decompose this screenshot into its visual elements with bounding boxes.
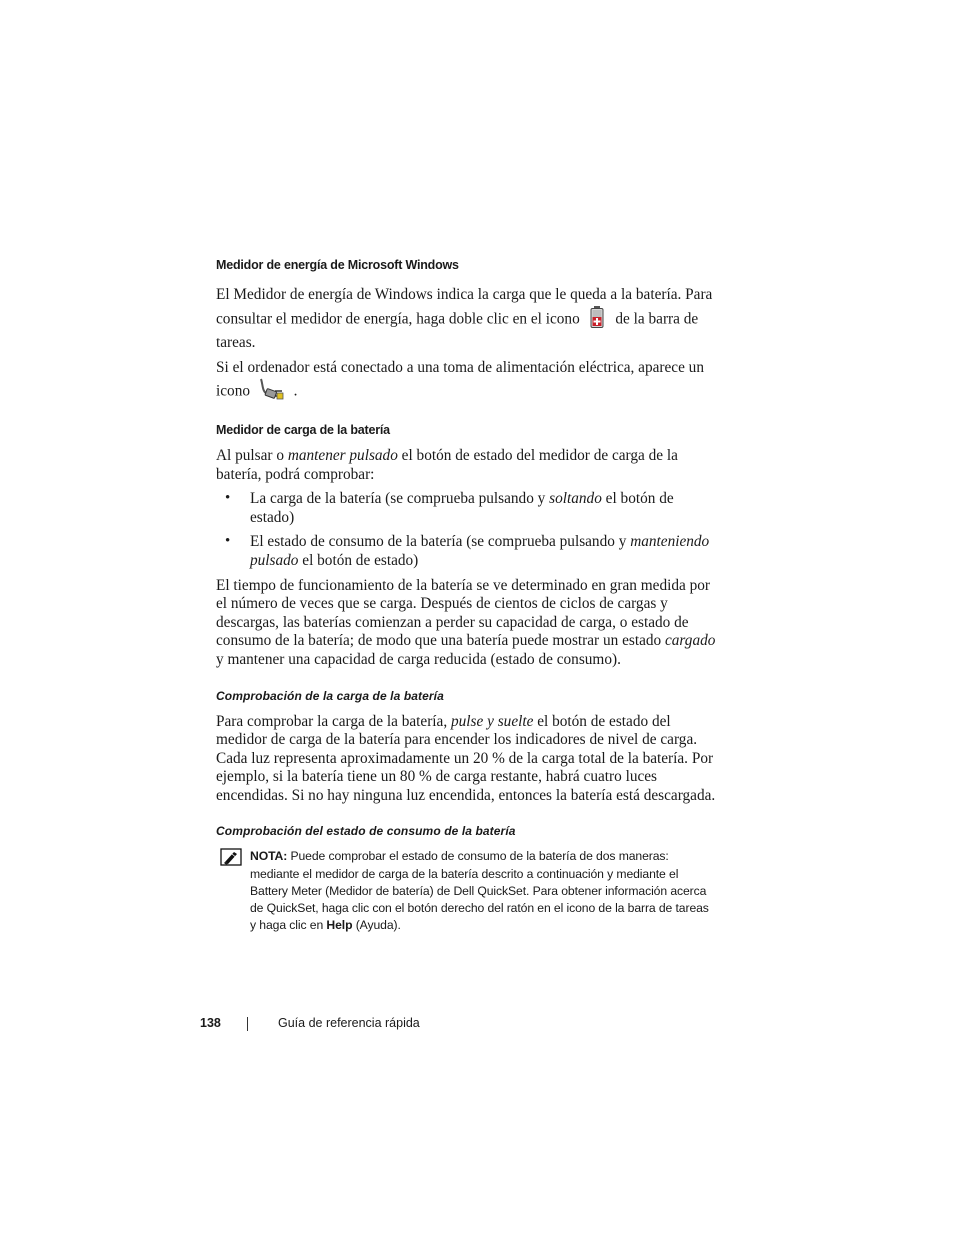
heading-check-health: Comprobación del estado de consumo de la batería	[216, 824, 516, 839]
footer-title: Guía de referencia rápida	[278, 1016, 420, 1030]
note-label: NOTA:	[250, 849, 288, 864]
battery-icon	[588, 305, 606, 335]
note-pencil-icon	[220, 848, 242, 866]
heading-battery-charge-gauge: Medidor de carga de la batería	[216, 422, 390, 437]
paragraph-power-meter-intro: El Medidor de energía de Windows indica la carga que le queda a la batería. Para consultar el medidor de energía, haga doble clic en el icono de la barra de tareas.	[216, 286, 713, 352]
paragraph-power-plug: Si el ordenador está conectado a una toma de alimentación eléctrica, aparece un icono .	[216, 359, 716, 407]
bullet: •	[225, 490, 231, 507]
power-plug-icon	[258, 377, 286, 407]
paragraph-battery-lifetime: El tiempo de funcionamiento de la batería se ve determinado en gran medida por el número de veces que se carga. Después de cientos de ciclos de cargas y descargas, las baterías comienzan a perder su capacidad de carga, o estado de consumo de la batería; de modo que una batería puede mostrar un estado cargado y mantener una capacidad de carga reducida (estado de consumo).	[216, 576, 716, 668]
paragraph-check-charge: Para comprobar la carga de la batería, pulse y suelte el botón de estado del medidor de carga de la batería para encender los indicadores de nivel de carga. Cada luz representa aproximadamente un 20 % de la carga total de la batería. Por ejemplo, si la batería tiene un 80 % de carga restante, habrá cuatro luces encendidas. Si no hay ninguna luz encendida, entonces la batería está descargada.	[216, 712, 716, 804]
bullet: •	[225, 533, 231, 550]
list-item: • La carga de la batería (se comprueba pulsando y soltando el botón de estado)	[225, 490, 674, 526]
list-item: • El estado de consumo de la batería (se comprueba pulsando y manteniendo pulsado el botón de estado)	[225, 533, 710, 569]
heading-check-charge: Comprobación de la carga de la batería	[216, 688, 444, 703]
footer-divider	[247, 1017, 248, 1031]
page-content	[216, 258, 716, 934]
note-box: NOTA: Puede comprobar el estado de consumo de la batería de dos maneras: mediante el medidor de carga de la batería descrito a continuación y mediante el Battery Meter (Medidor de batería) de Dell QuickSet. Para obtener información acerca de QuickSet, haga clic con el botón derecho del ratón en el icono de la barra de tareas y haga clic en Help (Ayuda).	[216, 848, 716, 934]
heading-power-meter: Medidor de energía de Microsoft Windows	[216, 258, 459, 272]
page-number: 138	[200, 1016, 221, 1030]
paragraph-charge-gauge-intro: Al pulsar o mantener pulsado el botón de estado del medidor de carga de la batería, podrá comprobar:	[216, 446, 678, 483]
